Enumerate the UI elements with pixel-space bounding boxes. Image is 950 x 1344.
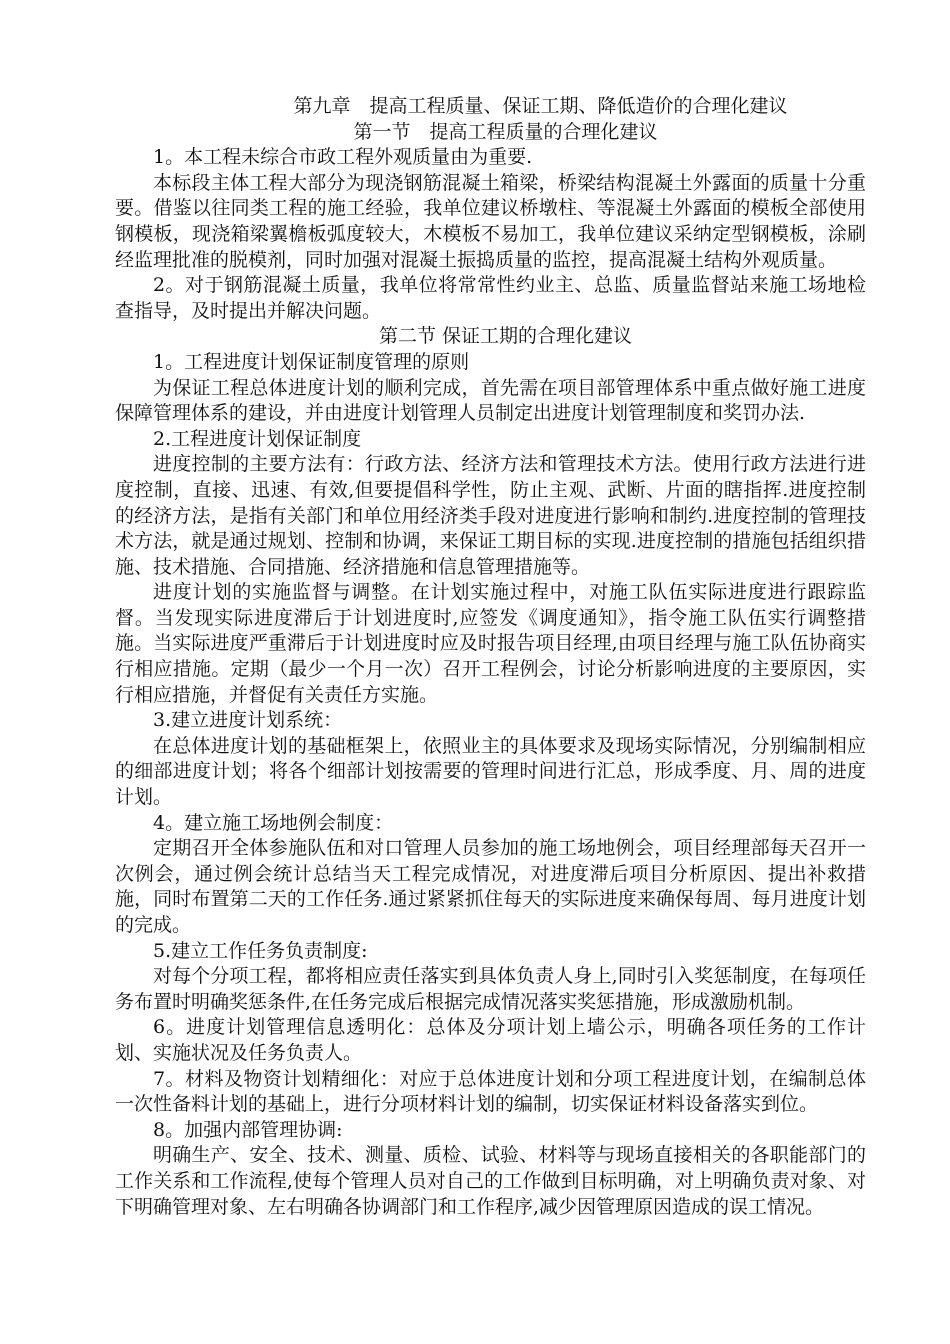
paragraph: 1。本工程未综合市政工程外观质量由为重要.	[153, 146, 533, 169]
paragraph: 明确生产、安全、技术、测量、质检、试验、材料等与现场直接相关的各职能部门的工作关系和工作流程,使每个管理人员对自己的工作做到目标明确，对上明确负责对象、对下明确管理对象、左右明确各协调部门和工作程序,减少因管理原因造成的误工情况。	[115, 1144, 866, 1218]
paragraph: 本标段主体工程大部分为现浇钢筋混凝土箱梁，桥梁结构混凝土外露面的质量十分重要。借鉴以往同类工程的施工经验，我单位建议桥墩柱、等混凝土外露面的模板全部使用钢模板，现浇箱梁翼檐板弧度较大，木模板不易加工，我单位建议采纳定型钢模板，涂刷经监理批准的脱模剂，同时加强对混凝土振捣质量的监控，提高混凝土结构外观质量。	[115, 171, 866, 271]
paragraph: 定期召开全体参施队伍和对口管理人员参加的施工场地例会，项目经理部每天召开一次例会，通过例会统计总结当天工程完成情况，对进度滞后项目分析原因、提出补救措施，同时布置第二天的工作任务.通过紧紧抓住每天的实际进度来确保每周、每月进度计划的完成。	[115, 837, 866, 936]
paragraph: 8。加强内部管理协调:	[153, 1118, 343, 1141]
chapter-title: 第九章 提高工程质量、保证工期、降低造价的合理化建议	[293, 95, 788, 117]
paragraph: 6。进度计划管理信息透明化：总体及分项计划上墙公示，明确各项任务的工作计划、实施状况及任务负责人。	[115, 1016, 866, 1064]
document-page	[115, 94, 866, 1220]
paragraph: 3.建立进度计划系统：	[153, 709, 343, 732]
paragraph: 2。对于钢筋混凝土质量，我单位将常常性约业主、总监、质量监督站来施工场地检查指导，及时提出并解决问题。	[115, 274, 866, 322]
paragraph: 进度计划的实施监督与调整。在计划实施过程中，对施工队伍实际进度进行跟踪监督。当发现实际进度滞后于计划进度时,应签发《调度通知》，指令施工队伍实行调整措施。当实际进度严重滞后于计划进度时应及时报告项目经理,由项目经理与施工队伍协商实行相应措施。定期（最少一个月一次）召开工程例会，讨论分析影响进度的主要原因，实行相应措施，并督促有关责任方实施。	[115, 581, 866, 706]
paragraph: 进度控制的主要方法有：行政方法、经济方法和管理技术方法。使用行政方法进行进度控制，直接、迅速、有效,但要提倡科学性，防止主观、武断、片面的瞎指挥.进度控制的经济方法，是指有关部门和单位用经济类手段对进度进行影响和制约.进度控制的管理技术方法，就是通过规划、控制和协调，来保证工期目标的实现.进度控制的措施包括组织措施、技术措施、合同措施、经济措施和信息管理措施等。	[115, 453, 866, 578]
paragraph: 7。材料及物资计划精细化：对应于总体进度计划和分项工程进度计划，在编制总体一次性备料计划的基础上，进行分项材料计划的编制，切实保证材料设备落实到位。	[115, 1067, 866, 1116]
paragraph: 1。工程进度计划保证制度管理的原则	[153, 350, 470, 373]
section-title-2: 第二节 保证工期的合理化建议	[378, 325, 633, 348]
paragraph: 为保证工程总体进度计划的顺利完成，首先需在项目部管理体系中重点做好施工进度保障管理体系的建设，并由进度计划管理人员制定出进度计划管理制度和奖罚办法.	[115, 376, 866, 425]
paragraph: 对每个分项工程，都将相应责任落实到具体负责人身上,同时引入奖惩制度，在每项任务布置时明确奖惩条件,在任务完成后根据完成情况落实奖惩措施，形成激励机制。	[115, 965, 866, 1013]
paragraph: 2.工程进度计划保证制度	[153, 427, 362, 450]
section-title-1: 第一节 提高工程质量的合理化建议	[353, 120, 658, 143]
paragraph: 5.建立工作任务负责制度:	[153, 939, 368, 962]
paragraph: 4。建立施工场地例会制度：	[153, 811, 394, 834]
paragraph: 在总体进度计划的基础框架上，依照业主的具体要求及现场实际情况，分别编制相应的细部进度计划；将各个细部计划按需要的管理时间进行汇总，形成季度、月、周的进度计划。	[115, 734, 866, 809]
